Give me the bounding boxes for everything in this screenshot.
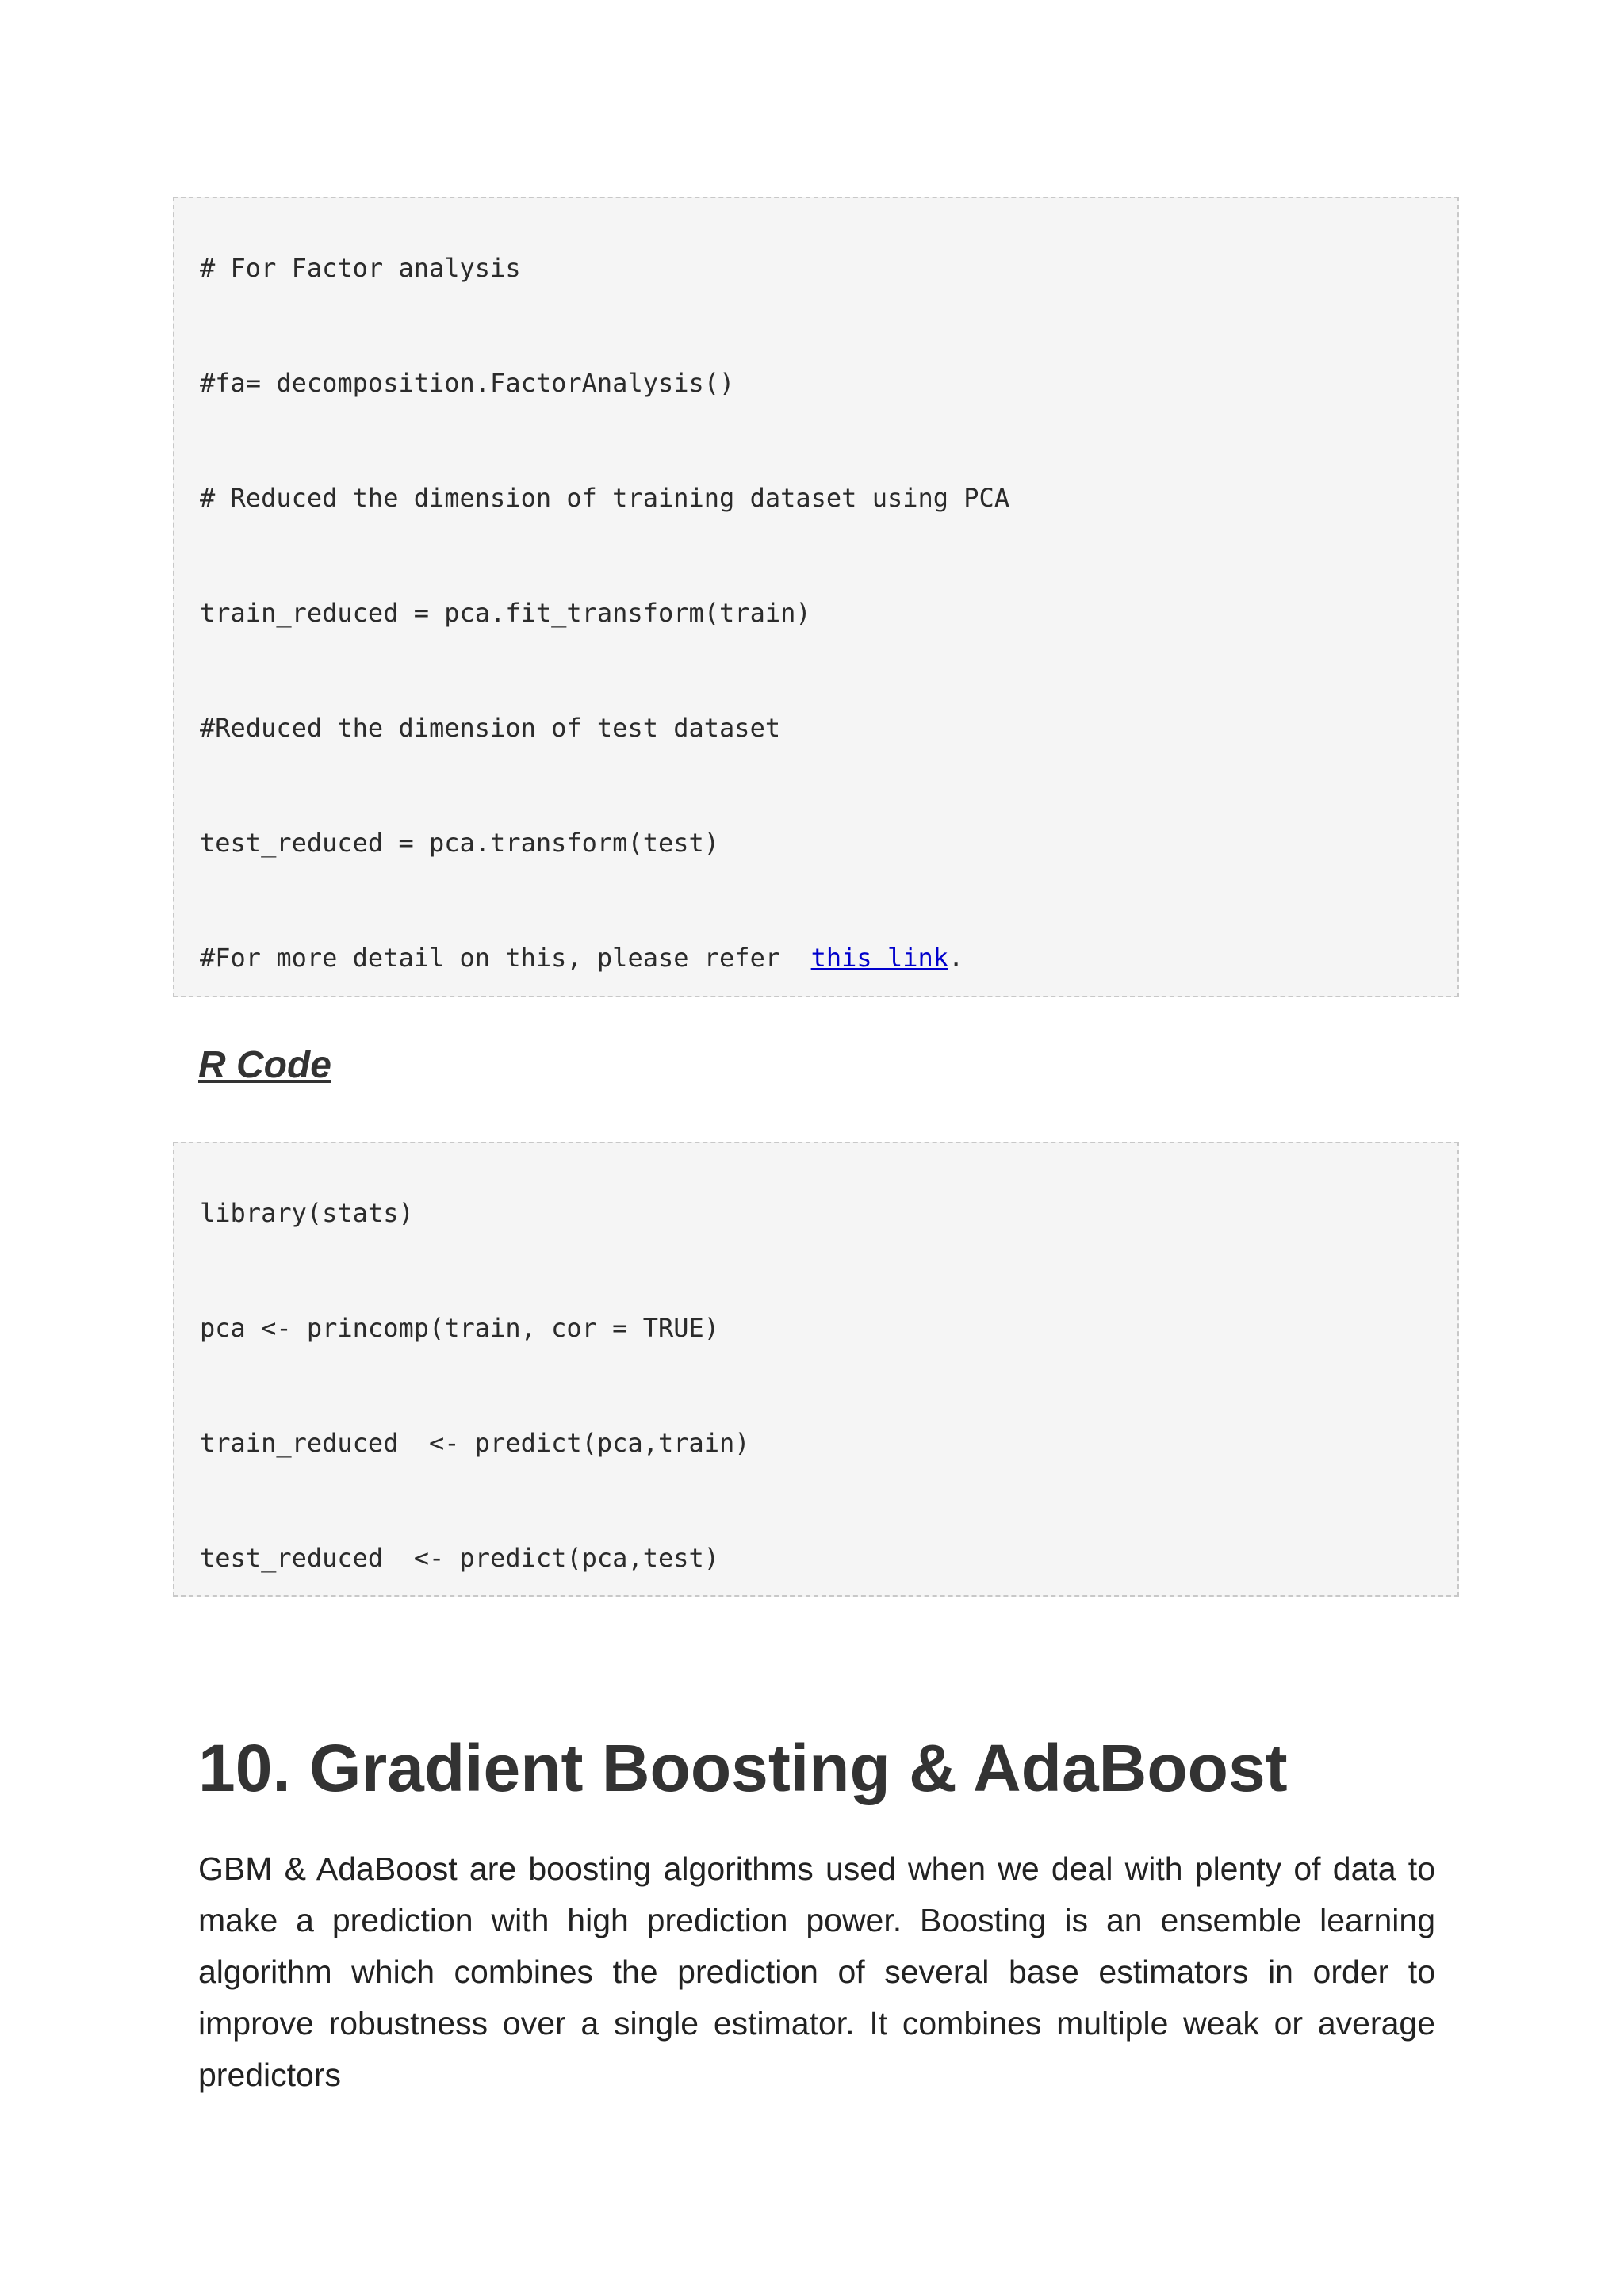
code-line: #fa= decomposition.FactorAnalysis(): [200, 368, 735, 398]
this-link[interactable]: this link: [810, 943, 949, 973]
code-line: train_reduced = pca.fit_transform(train): [200, 598, 811, 628]
section-heading: 10. Gradient Boosting & AdaBoost: [198, 1731, 1288, 1805]
code-line: #Reduced the dimension of test dataset: [200, 713, 781, 743]
code-line: library(stats): [200, 1198, 414, 1228]
code-line: # Reduced the dimension of training dataset using PCA: [200, 483, 1010, 513]
code-line: train_reduced <- predict(pca,train): [200, 1428, 750, 1458]
code-line-suffix: .: [948, 943, 964, 973]
code-line-with-link: [200, 942, 963, 974]
r-code-heading: R Code: [198, 1044, 331, 1086]
code-line: test_reduced = pca.transform(test): [200, 828, 720, 858]
code-line: pca <- princomp(train, cor = TRUE): [200, 1313, 720, 1343]
code-line-prefix: #For more detail on this, please refer: [200, 943, 811, 973]
code-line: test_reduced <- predict(pca,test): [200, 1543, 720, 1573]
r-code-block: [173, 1142, 1459, 1597]
code-line: # For Factor analysis: [200, 253, 521, 283]
python-code-block: [173, 197, 1459, 997]
section-paragraph: GBM & AdaBoost are boosting algorithms used when we deal with plenty of data to make a prediction with high prediction power. Boosting is an ensemble learning algorithm which combines the prediction of several base estimators in order to improve robustness over a single estimator. It combines multiple weak or average predictors: [198, 1850, 1435, 2093]
